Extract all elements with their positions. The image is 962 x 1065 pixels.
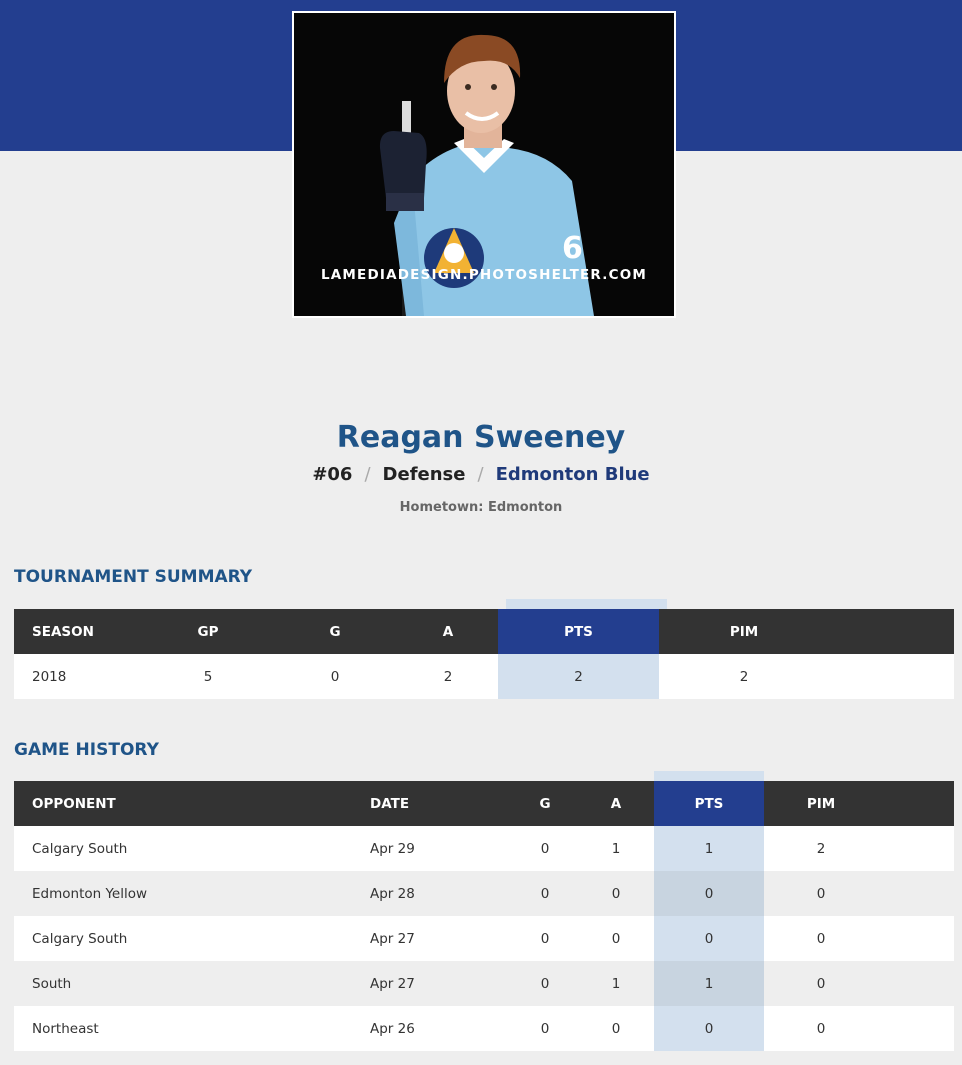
table-row xyxy=(14,916,954,961)
table-cell: 2 xyxy=(398,654,498,699)
column-header[interactable]: PIM xyxy=(659,609,829,654)
player-hometown: Hometown: Edmonton xyxy=(399,500,563,515)
table-cell: 0 xyxy=(512,961,578,1006)
date-cell: Apr 27 xyxy=(352,916,512,961)
table-cell: 0 xyxy=(578,916,654,961)
table-cell: 0 xyxy=(578,1006,654,1051)
table-cell: 2 xyxy=(498,654,659,699)
column-header-empty xyxy=(878,781,954,826)
table-cell-empty xyxy=(878,1006,954,1051)
tournament-summary-title: TOURNAMENT SUMMARY xyxy=(14,567,253,587)
column-header[interactable]: PTS xyxy=(498,609,659,654)
player-name: Reagan Sweeney xyxy=(336,420,626,455)
photo-watermark: LAMEDIADESIGN.PHOTOSHELTER.COM xyxy=(320,267,648,283)
table-header-row xyxy=(14,781,954,826)
table-row xyxy=(14,654,954,699)
table-cell: 0 xyxy=(512,916,578,961)
table-row xyxy=(14,826,954,871)
table-cell: 5 xyxy=(144,654,272,699)
table-cell: 1 xyxy=(578,961,654,1006)
player-number: #06 xyxy=(312,464,353,485)
table-cell: 0 xyxy=(512,871,578,916)
tournament-summary-table xyxy=(14,609,954,699)
table-cell: 1 xyxy=(654,961,764,1006)
column-header[interactable]: G xyxy=(272,609,398,654)
column-header[interactable]: A xyxy=(578,781,654,826)
table-cell: 2 xyxy=(764,826,878,871)
column-header-empty xyxy=(829,609,954,654)
opponent-cell: Calgary South xyxy=(14,826,352,871)
player-meta xyxy=(0,464,962,485)
table-cell: 0 xyxy=(272,654,398,699)
meta-separator: / xyxy=(477,464,484,485)
column-header[interactable]: PTS xyxy=(654,781,764,826)
table-cell: 0 xyxy=(512,826,578,871)
column-header[interactable]: DATE xyxy=(352,781,512,826)
date-cell: Apr 29 xyxy=(352,826,512,871)
table-cell: 2018 xyxy=(14,654,144,699)
player-photo xyxy=(294,13,674,316)
table-cell-empty xyxy=(878,826,954,871)
table-cell: 0 xyxy=(654,1006,764,1051)
table-cell-empty xyxy=(878,871,954,916)
table-cell: 0 xyxy=(578,871,654,916)
opponent-cell: South xyxy=(14,961,352,1006)
table-cell: 0 xyxy=(764,916,878,961)
player-photo-frame xyxy=(292,11,676,318)
table-cell: 0 xyxy=(764,961,878,1006)
table-cell: 1 xyxy=(654,826,764,871)
opponent-cell: Calgary South xyxy=(14,916,352,961)
pts-highlight-cap xyxy=(654,771,764,781)
game-history-table xyxy=(14,781,954,1051)
pts-highlight-cap xyxy=(506,599,667,609)
column-header[interactable]: PIM xyxy=(764,781,878,826)
column-header[interactable]: SEASON xyxy=(14,609,144,654)
player-position: Defense xyxy=(382,464,466,485)
date-cell: Apr 27 xyxy=(352,961,512,1006)
date-cell: Apr 26 xyxy=(352,1006,512,1051)
table-header-row xyxy=(14,609,954,654)
table-cell-empty xyxy=(878,961,954,1006)
svg-text:6: 6 xyxy=(562,231,583,266)
table-cell-empty xyxy=(829,654,954,699)
column-header[interactable]: A xyxy=(398,609,498,654)
player-team-link[interactable]: Edmonton Blue xyxy=(495,464,650,485)
table-cell: 0 xyxy=(764,1006,878,1051)
table-cell: 0 xyxy=(512,1006,578,1051)
table-cell: 2 xyxy=(659,654,829,699)
game-history-title: GAME HISTORY xyxy=(14,740,159,760)
column-header[interactable]: G xyxy=(512,781,578,826)
date-cell: Apr 28 xyxy=(352,871,512,916)
column-header[interactable]: OPPONENT xyxy=(14,781,352,826)
table-row xyxy=(14,1006,954,1051)
table-cell: 0 xyxy=(764,871,878,916)
column-header[interactable]: GP xyxy=(144,609,272,654)
table-cell: 0 xyxy=(654,871,764,916)
opponent-cell: Edmonton Yellow xyxy=(14,871,352,916)
table-row xyxy=(14,961,954,1006)
meta-separator: / xyxy=(364,464,371,485)
table-cell: 1 xyxy=(578,826,654,871)
table-row xyxy=(14,871,954,916)
table-cell-empty xyxy=(878,916,954,961)
opponent-cell: Northeast xyxy=(14,1006,352,1051)
table-cell: 0 xyxy=(654,916,764,961)
